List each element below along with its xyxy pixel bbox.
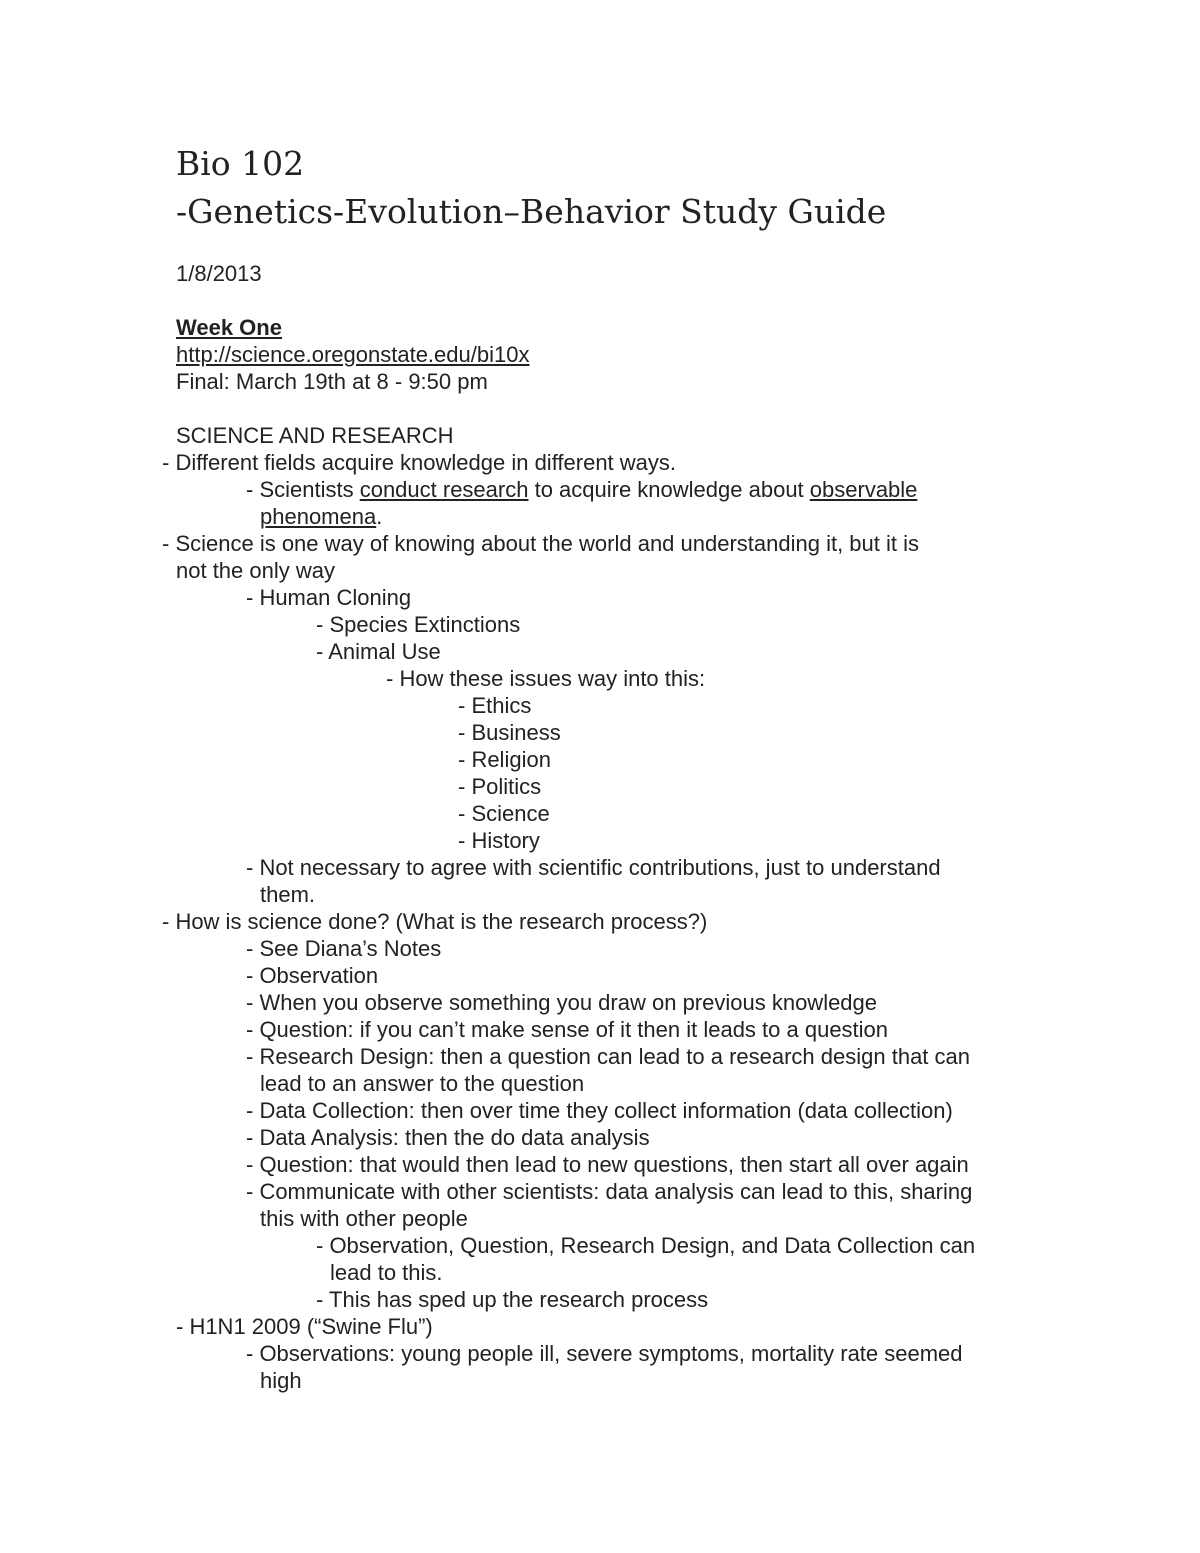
bullet-religion: - Religion — [458, 747, 551, 772]
bullet-agree-cont: them. — [260, 882, 316, 907]
bullet-scientists-cont — [260, 503, 382, 530]
bullet-sped-up: - This has sped up the research process — [316, 1287, 709, 1312]
bullet-science-way: - Science is one way of knowing about the world and understanding it, but it is — [162, 531, 920, 556]
bullet-agree: - Not necessary to agree with scientific contributions, just to understand — [246, 855, 941, 880]
guide-title: -Genetics-Evolution–Behavior Study Guide — [176, 192, 887, 231]
conduct-research-underline: conduct research — [359, 477, 529, 502]
bullet-politics: - Politics — [458, 774, 542, 799]
bullet-question: - Question: if you can’t make sense of it then it leads to a question — [246, 1017, 889, 1042]
phenomena-underline: phenomena — [260, 504, 377, 529]
bullet-observation: - Observation — [246, 963, 379, 988]
document-date: 1/8/2013 — [176, 261, 262, 286]
bullet-diana-notes: - See Diana’s Notes — [246, 936, 442, 961]
bullet-issues: - How these issues way into this: — [386, 666, 706, 691]
bullet-observe: - When you observe something you draw on previous knowledge — [246, 990, 878, 1015]
phenomena-period: . — [376, 504, 383, 529]
bullet-research-design-cont: lead to an answer to the question — [260, 1071, 585, 1096]
final-exam-line: Final: March 19th at 8 - 9:50 pm — [176, 369, 488, 394]
bullet-business: - Business — [458, 720, 561, 745]
bullet-data-collection: - Data Collection: then over time they collect information (data collection) — [246, 1098, 953, 1123]
bullet-h1n1: - H1N1 2009 (“Swine Flu”) — [176, 1314, 433, 1339]
course-title: Bio 102 — [176, 144, 305, 183]
course-url-link[interactable]: http://science.oregonstate.edu/bi10x — [176, 342, 530, 367]
scientists-text-pre: - Scientists — [246, 477, 360, 502]
bullet-data-analysis: - Data Analysis: then the do data analysis — [246, 1125, 650, 1150]
bullet-obs-list: - Observation, Question, Research Design, and Data Collection can — [316, 1233, 976, 1258]
bullet-history: - History — [458, 828, 540, 853]
bullet-communicate: - Communicate with other scientists: data analysis can lead to this, sharing — [246, 1179, 973, 1204]
bullet-fields: - Different fields acquire knowledge in different ways. — [162, 450, 677, 475]
observable-underline: observable — [809, 477, 918, 502]
bullet-research-design: - Research Design: then a question can lead to a research design that can — [246, 1044, 971, 1069]
bullet-communicate-cont: this with other people — [260, 1206, 468, 1231]
bullet-human-cloning: - Human Cloning — [246, 585, 412, 610]
bullet-science-way-cont: not the only way — [176, 558, 335, 583]
bullet-ethics: - Ethics — [458, 693, 532, 718]
week-heading: Week One — [176, 315, 282, 340]
bullet-how-science: - How is science done? (What is the research process?) — [162, 909, 708, 934]
bullet-scientists — [246, 476, 917, 503]
bullet-question-again: - Question: that would then lead to new questions, then start all over again — [246, 1152, 969, 1177]
bullet-species-extinctions: - Species Extinctions — [316, 612, 521, 637]
bullet-h1n1-observations: - Observations: young people ill, severe symptoms, mortality rate seemed — [246, 1341, 963, 1366]
bullet-h1n1-observations-cont: high — [260, 1368, 302, 1393]
bullet-obs-list-cont: lead to this. — [330, 1260, 443, 1285]
section-heading: SCIENCE AND RESEARCH — [176, 423, 454, 448]
bullet-animal-use: - Animal Use — [316, 639, 441, 664]
bullet-science: - Science — [458, 801, 550, 826]
scientists-text-mid: to acquire knowledge about — [528, 477, 810, 502]
